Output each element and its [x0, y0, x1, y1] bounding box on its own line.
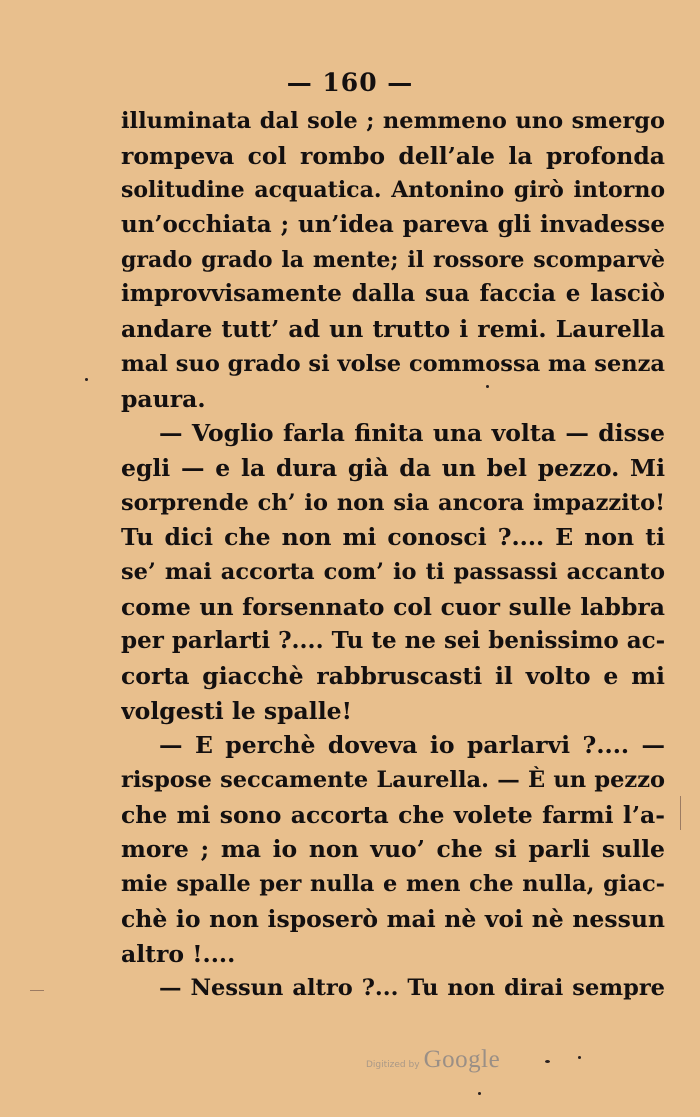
text-line: che mi sono accorta che volete farmi l’a-: [121, 800, 665, 829]
text-line: — Nessun altro ?... Tu non dirai sempre: [159, 975, 665, 1002]
text-line: sorprende ch’ io non sia ancora impazzito!: [121, 489, 665, 516]
body-text: [121, 104, 665, 1006]
scan-speck: [578, 1056, 581, 1059]
text-line: solitudine acquatica. Antonino girò intorno: [121, 177, 665, 204]
text-line: illuminata dal sole ; nemmeno uno smergo: [121, 108, 665, 134]
text-line: altro !....: [121, 939, 236, 968]
text-line: volgesti le spalle!: [121, 696, 352, 725]
text-line: chè io non isposerò mai nè voi nè nessun: [121, 904, 665, 933]
scan-speck: [545, 1060, 550, 1063]
text-line: mie spalle per nulla e men che nulla, giac-: [121, 871, 665, 898]
watermark-prefix: Digitized by: [366, 1060, 420, 1070]
page-number: — 160 —: [286, 68, 414, 97]
google-logo: Google: [423, 1046, 501, 1073]
text-line: Tu dici che non mi conosci ?.... E non ti: [121, 523, 665, 552]
text-line: egli — e la dura già da un bel pezzo. Mi: [121, 453, 665, 482]
text-line: rompeva col rombo dell’ale la profonda: [121, 141, 665, 170]
text-line: — Voglio farla finita una volta — disse: [159, 419, 665, 448]
scan-edge-mark: [680, 796, 681, 830]
scan-speck: [486, 385, 489, 388]
text-line: per parlarti ?.... Tu te ne sei benissimo ac-: [121, 627, 665, 655]
text-line: more ; ma io non vuo’ che si parli sulle: [121, 835, 665, 864]
text-line: grado grado la mente; il rossore scomparvè: [121, 246, 665, 273]
scan-speck: [85, 378, 88, 381]
text-line: come un forsennato col cuor sulle labbra: [121, 592, 665, 621]
text-line: andare tutt’ ad un trutto i remi. Laurella: [121, 315, 665, 344]
text-line: se’ mai accorta com’ io ti passassi accanto: [121, 558, 665, 585]
digitized-watermark: [366, 1046, 500, 1074]
text-line: un’occhiata ; un’idea pareva gli invadesse: [121, 211, 665, 239]
text-line: corta giacchè rabbruscasti il volto e mi: [121, 662, 665, 690]
text-line: paura.: [121, 384, 206, 413]
text-line: mal suo grado si volse commossa ma senza: [121, 350, 665, 377]
text-line: rispose seccamente Laurella. — È un pezzo: [121, 767, 665, 794]
scan-speck: [478, 1092, 481, 1095]
scan-edge-mark: [30, 990, 44, 991]
text-line: — E perchè doveva io parlarvi ?.... —: [159, 731, 665, 760]
text-line: improvvisamente dalla sua faccia e lasciò: [121, 280, 665, 308]
